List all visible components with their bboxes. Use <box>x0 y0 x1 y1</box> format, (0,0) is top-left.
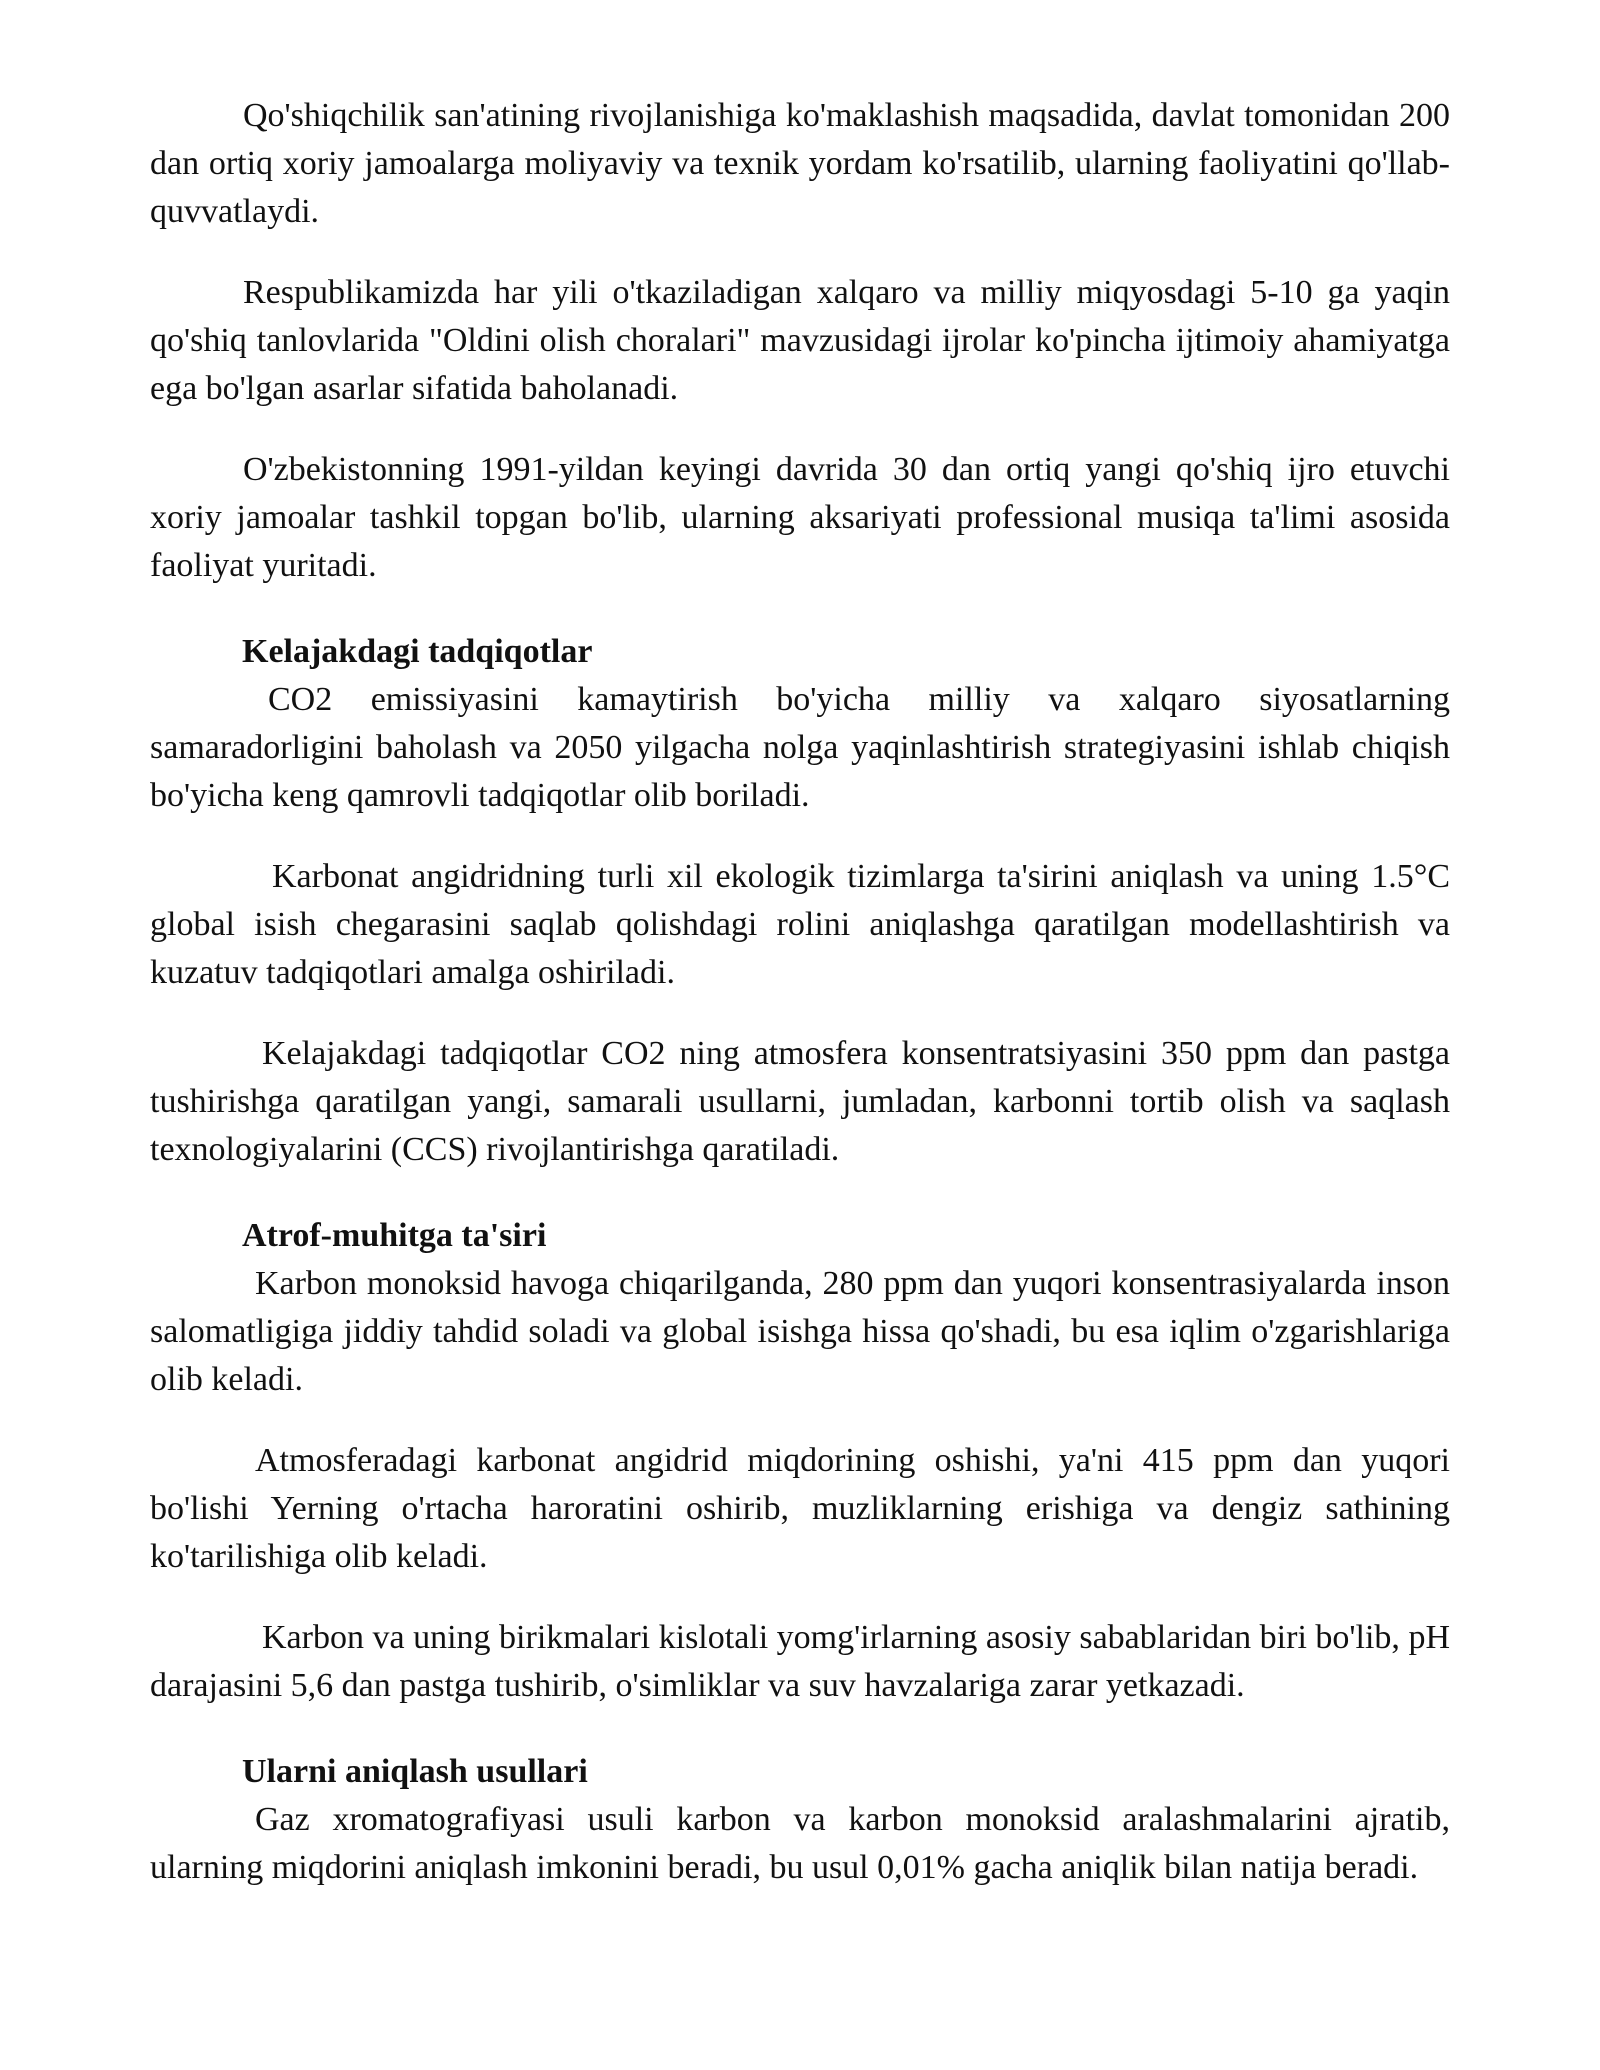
intro-paragraph-3: O'zbekistonning 1991-yildan keyingi davrida 30 dan ortiq yangi qo'shiq ijro etuvchi xoriy jamoalar tashkil topgan bo'lib, ularning aksariyati professional musiqa ta'limi asosida faoliyat yuritadi. <box>150 451 1450 584</box>
future-paragraph-3: Kelajakdagi tadqiqotlar CO2 ning atmosfera konsentratsiyasini 350 ppm dan pastga tushirishga qaratilgan yangi, samarali usullarni, jumladan, karbonni tortib olish va saqlash texnologiyalarini (CCS) rivojlantirishga qaratiladi. <box>150 1035 1450 1168</box>
section-heading-detection-methods: Ularni aniqlash usullari <box>242 1753 588 1790</box>
impact-paragraph-2: Atmosferadagi karbonat angidrid miqdorining oshishi, ya'ni 415 ppm dan yuqori bo'lishi Yerning o'rtacha haroratini oshirib, muzliklarning erishiga va dengiz sathining ko'tarilishiga olib keladi. <box>150 1442 1450 1575</box>
section-heading-future-research: Kelajakdagi tadqiqotlar <box>242 633 593 670</box>
impact-paragraph-3: Karbon va uning birikmalari kislotali yomg'irlarning asosiy sabablaridan biri bo'lib, pH darajasini 5,6 dan pastga tushirib, o'simliklar va suv havzalariga zarar yetkazadi. <box>150 1619 1450 1704</box>
section-heading-environmental-impact: Atrof-muhitga ta'siri <box>242 1217 547 1254</box>
impact-paragraph-1: Karbon monoksid havoga chiqarilganda, 280 ppm dan yuqori konsentrasiyalarda inson salomatligiga jiddiy tahdid soladi va global isishga hissa qo'shadi, bu esa iqlim o'zgarishlariga olib keladi. <box>150 1265 1450 1398</box>
future-paragraph-1: CO2 emissiyasini kamaytirish bo'yicha milliy va xalqaro siyosatlarning samaradorligini baholash va 2050 yilgacha nolga yaqinlashtirish strategiyasini ishlab chiqish bo'yicha keng qamrovli tadqiqotlar olib boriladi. <box>150 681 1450 814</box>
methods-paragraph-1: Gaz xromatografiyasi usuli karbon va karbon monoksid aralashmalarini ajratib, ularning miqdorini aniqlash imkonini beradi, bu usul 0,01% gacha aniqlik bilan natija beradi. <box>150 1801 1450 1886</box>
future-paragraph-2: Karbonat angidridning turli xil ekologik tizimlarga ta'sirini aniqlash va uning 1.5°C global isish chegarasini saqlab qolishdagi rolini aniqlashga qaratilgan modellashtirish va kuzatuv tadqiqotlari amalga oshiriladi. <box>150 858 1450 991</box>
intro-paragraph-2: Respublikamizda har yili o'tkaziladigan xalqaro va milliy miqyosdagi 5-10 ga yaqin qo'shiq tanlovlarida "Oldini olish choralari" mavzusidagi ijrolar ko'pincha ijtimoiy ahamiyatga ega bo'lgan asarlar sifatida baholanadi. <box>150 274 1450 407</box>
intro-paragraph-1: Qo'shiqchilik san'atining rivojlanishiga ko'maklashish maqsadida, davlat tomonidan 200 dan ortiq xoriy jamoalarga moliyaviy va texnik yordam ko'rsatilib, ularning faoliyatini qo'llab-quvvatlaydi. <box>150 97 1450 230</box>
